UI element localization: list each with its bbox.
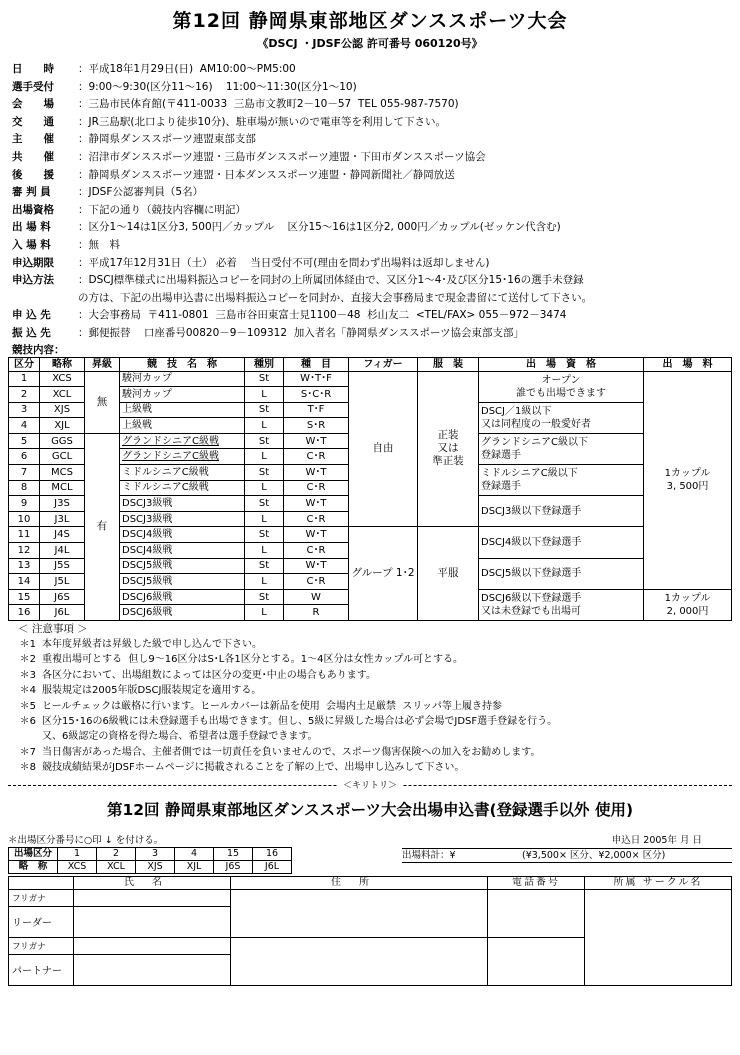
cell-no: 4 (9, 418, 40, 434)
abbr-cell: XJL (175, 860, 214, 873)
form-instruction: ＊出場区分番号に○印 ↓ を付ける。 (8, 834, 164, 846)
info-label: 申 込 先 (12, 309, 51, 322)
cell-name: DSCJ4級戦 (120, 527, 245, 543)
abbr-row (9, 860, 292, 873)
info-label: 申込方法 (12, 274, 54, 287)
info-value: ：下記の通り（競技内容欄に明記） (78, 203, 246, 216)
code-cell[interactable]: 4 (175, 847, 214, 860)
col-address-header: 住所 (231, 876, 488, 889)
info-row (12, 167, 732, 185)
abbr-cell: J6S (214, 860, 253, 873)
cell-kind: L (245, 387, 284, 403)
cut-label: ＜キリトリ＞ (337, 778, 403, 791)
note-mark: ＊4 (19, 685, 36, 697)
cell-abbr: J6S (40, 589, 85, 605)
col-header: 区分 (9, 357, 40, 371)
abbr-cell: XJS (136, 860, 175, 873)
info-label: 振 込 先 (12, 326, 51, 339)
note-text: 区分15･16の6級戦には未登録選手も出場できます。但し、5級に昇級した場合は必ず会場でJDSF選手登録を行う。 (42, 716, 558, 728)
info-value: ：三島市民体育館(〒411-0033 三島市文教町2－10－57 TEL 055-987-7570) (78, 98, 459, 111)
note-text: 重複出場可とする 但し9～16区分はS･L各1区分とする。1～4区分は女性カップル可とする。 (42, 654, 463, 666)
info-label: 共 催 (12, 150, 54, 163)
info-row (12, 61, 732, 79)
cell-dance: W･T (284, 527, 349, 543)
row-label: パートナー (9, 954, 74, 985)
cell-name: DSCJ3級戦 (120, 496, 245, 512)
qual-line: グランドシニアC級以下 (481, 436, 588, 448)
col-header: フィガー (349, 357, 418, 371)
cell-dance: C･R (284, 511, 349, 527)
cell-kind: L (245, 480, 284, 496)
info-value: ：静岡県ダンススポーツ連盟東部支部 (78, 133, 256, 146)
cell-abbr: J4S (40, 527, 85, 543)
note-continuation: 又、6級認定の資格を得た場合、希望者は選手登録できます。 (42, 731, 318, 743)
info-value: ：JDSF公認審判員（5名） (78, 186, 204, 199)
cell-abbr: XCS (40, 371, 85, 387)
cell-name: 駿河カップ (120, 387, 245, 403)
cell-dance: W･T (284, 433, 349, 449)
cell-abbr: MCL (40, 480, 85, 496)
info-row (12, 149, 732, 167)
info-value: ：無 料 (78, 238, 120, 251)
note-text: 各区分において、出場組数によっては区分の変更･中止の場合もあります。 (42, 669, 376, 681)
entry-row-furi-leader (9, 889, 732, 906)
cell-dance: C･R (284, 480, 349, 496)
col-header: 略称 (40, 357, 85, 371)
cell-abbr: XJL (40, 418, 85, 434)
cell-kind: St (245, 527, 284, 543)
row-label: フリガナ (9, 937, 74, 954)
cell-dance: W (284, 589, 349, 605)
abbr-cell: XCL (97, 860, 136, 873)
info-value: ：区分1～14は1区分3, 500円／カップル 区分15～16は1区分2, 000円／カップル(ゼッケン代含む) (78, 221, 561, 234)
fee-line[interactable] (402, 848, 732, 863)
col-header: 昇級 (85, 357, 120, 371)
fee-calc: (¥3,500× 区分、¥2,000× 区分) (522, 849, 666, 861)
cell-no: 2 (9, 387, 40, 403)
qual-line: 登録選手 (481, 481, 521, 493)
note-mark: ＊3 (19, 669, 36, 681)
row-label: リーダー (9, 906, 74, 937)
cell-no: 11 (9, 527, 40, 543)
note-item (8, 683, 732, 698)
notes-section (8, 622, 732, 776)
fee-line: 3, 500円 (666, 481, 709, 493)
col-header: 種別 (245, 357, 284, 371)
info-row (12, 96, 732, 114)
note-item (8, 745, 732, 760)
cell-abbr: MCS (40, 465, 85, 481)
cell-kind: St (245, 433, 284, 449)
info-row (12, 307, 732, 325)
note-text: 競技成績結果がJDSFホームページに掲載されることを了解の上で、出場申し込みして下さい。 (42, 762, 465, 774)
cell-dance: W･T (284, 558, 349, 574)
cell-kind: L (245, 511, 284, 527)
cell-no: 16 (9, 605, 40, 621)
info-row (12, 131, 732, 149)
info-label: 交 通 (12, 115, 54, 128)
cell-name: DSCJ4級戦 (120, 543, 245, 559)
cell-abbr: J3S (40, 496, 85, 512)
entry-corner (9, 876, 74, 889)
qual-line: DSCJ／1級以下 (481, 405, 552, 417)
partner-name-field[interactable] (74, 954, 231, 985)
leader-name-kana-field[interactable] (74, 889, 231, 906)
event-info (12, 61, 732, 357)
info-value: ：大会事務局 〒411-0801 三島市谷田東富士見1100－48 杉山友二 <TEL/FAX> 055－972－3474 (78, 309, 567, 322)
form-top-row (8, 834, 732, 847)
cell-abbr: J5S (40, 558, 85, 574)
cell-kind: L (245, 605, 284, 621)
table-header-row (9, 357, 732, 371)
cell-dance: C･R (284, 543, 349, 559)
partner-name-kana-field[interactable] (74, 937, 231, 954)
col-header: 出 場 料 (644, 357, 732, 371)
cell-qualification: DSCJ3級以下登録選手 (479, 496, 644, 527)
cut-line (8, 778, 732, 792)
qual-line: 誰でも出場できます (516, 387, 606, 399)
cell-name: グランドシニアC級戦 (120, 449, 245, 465)
abbr-head: 略 称 (9, 860, 58, 873)
cell-name: グランドシニアC級戦 (120, 433, 245, 449)
info-label: 会 場 (12, 98, 54, 111)
cell-dance: S･C･R (284, 387, 349, 403)
cell-abbr: XJS (40, 402, 85, 418)
note-item (8, 714, 732, 729)
cell-dance: W･T (284, 465, 349, 481)
cell-dance: C･R (284, 449, 349, 465)
note-item (8, 652, 732, 667)
code-cell[interactable]: 16 (253, 847, 292, 860)
cell-qualification (479, 402, 644, 433)
note-mark: ＊6 (19, 716, 36, 728)
attire-line: 正装 (437, 429, 459, 442)
form-title: 第12回 静岡県東部地区ダンススポーツ大会出場申込書(登録選手以外 使用) (106, 800, 634, 819)
note-mark: ＊5 (19, 700, 36, 712)
form-date: 申込日 2005年 月 日 (611, 834, 702, 846)
qual-line: オープン (541, 374, 581, 386)
entry-header-row (9, 876, 732, 889)
info-row (12, 237, 732, 255)
info-row (12, 114, 732, 132)
info-label: 入 場 料 (12, 238, 51, 251)
cell-kind: L (245, 418, 284, 434)
cell-dance: S･R (284, 418, 349, 434)
cell-no: 7 (9, 465, 40, 481)
cell-name: ミドルシニアC級戦 (120, 465, 245, 481)
cell-attire (418, 371, 479, 527)
cell-no: 15 (9, 589, 40, 605)
info-label: 出場資格 (12, 203, 54, 216)
col-name-header: 氏名 (74, 876, 231, 889)
cell-qualification: DSCJ5級以下登録選手 (479, 558, 644, 589)
cell-dance: T･F (284, 402, 349, 418)
note-text: 本年度昇級者は昇級した級で申し込んで下さい。 (42, 639, 262, 650)
info-row (12, 202, 732, 220)
cell-no: 10 (9, 511, 40, 527)
cell-abbr: J4L (40, 543, 85, 559)
cell-abbr: J5L (40, 574, 85, 590)
cell-abbr: GGS (40, 433, 85, 449)
note-mark: ＊7 (19, 746, 36, 758)
col-affil-header: 所属 サークル名 (585, 876, 732, 889)
cell-abbr: GCL (40, 449, 85, 465)
info-label: 日 時 (12, 63, 54, 75)
cell-dance: C･R (284, 574, 349, 590)
partner-phone-field[interactable] (488, 937, 585, 985)
cell-figure: 自由 (349, 371, 418, 527)
form-area (8, 847, 732, 874)
cell-figure: グループ 1･2 (349, 527, 418, 621)
cell-name: 上級戦 (120, 418, 245, 434)
info-row (12, 325, 732, 343)
info-value: ：DSCJ標準様式に出場料振込コピーを同封の上所属団体経由で、又区分1～4･及び区分15･16の選手未登録 (78, 274, 584, 287)
notes-header: ＜ 注意事項 ＞ (18, 623, 88, 635)
info-value: ：沼津市ダンススポーツ連盟・三島市ダンススポーツ連盟・下田市ダンススポーツ協会 (78, 150, 486, 163)
cell-fee (644, 589, 732, 620)
cell-promo: 有 (85, 433, 120, 620)
cell-no: 12 (9, 543, 40, 559)
note-text: ヒールチェックは厳格に行います。ヒールカバーは新品を使用 会場内土足厳禁 スリッパ等上履き持参 (42, 700, 503, 712)
fee-line: 1カップル (664, 592, 711, 604)
cell-no: 3 (9, 402, 40, 418)
contents-label: 競技内容： (12, 343, 65, 356)
affiliation-field[interactable] (585, 889, 732, 985)
cell-no: 6 (9, 449, 40, 465)
fee-line: 2, 000円 (666, 605, 709, 617)
note-item (8, 760, 732, 775)
info-value: ：平成18年1月29日(日) AM10:00～PM5:00 (78, 63, 296, 75)
info-continuation: の方は、下記の出場申込書に出場料振込コピーを同封か、直接大会事務局まで現金書留にて送付して下さい。 (78, 291, 593, 304)
qual-line: 登録選手 (481, 449, 521, 461)
cell-kind: St (245, 465, 284, 481)
info-value: ：9:00～9:30(区分11～16) 11:00～11:30(区分1～10) (78, 80, 357, 93)
info-value: ：JR三島駅(北口より徒歩10分)、駐車場が無いので電車等を利用して下さい。 (78, 115, 446, 128)
abbr-cell: J6L (253, 860, 292, 873)
table-row (9, 371, 732, 387)
code-cell[interactable]: 3 (136, 847, 175, 860)
col-phone-header: 電話番号 (488, 876, 585, 889)
info-label: 審 判 員 (12, 186, 51, 199)
cell-kind: St (245, 496, 284, 512)
code-cell[interactable]: 2 (97, 847, 136, 860)
cell-name: 上級戦 (120, 402, 245, 418)
info-label: 申込期限 (12, 256, 54, 269)
cell-kind: St (245, 371, 284, 387)
col-header: 服 装 (418, 357, 479, 371)
info-row (12, 79, 732, 97)
page-title: 第12回 静岡県東部地区ダンススポーツ大会 (172, 10, 568, 32)
document-page (8, 4, 732, 986)
col-header: 種 目 (284, 357, 349, 371)
qual-line: DSCJ6級以下登録選手 (481, 592, 582, 604)
code-head: 出場区分 (9, 847, 58, 860)
note-item (8, 637, 732, 652)
info-label: 出 場 料 (12, 221, 51, 234)
leader-name-field[interactable] (74, 906, 231, 937)
qual-line: ミドルシニアC級以下 (481, 468, 578, 480)
info-row (12, 184, 732, 202)
cell-kind: L (245, 543, 284, 559)
fee-line: 1カップル (664, 468, 711, 480)
cell-kind: St (245, 589, 284, 605)
cell-kind: St (245, 558, 284, 574)
cell-no: 1 (9, 371, 40, 387)
events-table (8, 357, 732, 622)
col-header: 出 場 資 格 (479, 357, 644, 371)
qual-line: 又は未登録でも出場可 (481, 605, 581, 617)
code-cell[interactable]: 1 (58, 847, 97, 860)
note-item (8, 668, 732, 683)
cell-qualification (479, 433, 644, 464)
code-row (9, 847, 292, 860)
row-label: フリガナ (9, 889, 74, 906)
leader-phone-field[interactable] (488, 889, 585, 937)
info-row (12, 272, 732, 290)
partner-address-field[interactable] (231, 937, 488, 985)
info-label: 後 援 (12, 168, 54, 181)
info-row (12, 219, 732, 237)
cell-name: 駿河カップ (120, 371, 245, 387)
cell-name: DSCJ6級戦 (120, 605, 245, 621)
cell-kind: L (245, 449, 284, 465)
cell-abbr: J6L (40, 605, 85, 621)
attire-line: 準正装 (432, 455, 464, 468)
note-mark: ＊8 (19, 762, 36, 774)
cell-no: 14 (9, 574, 40, 590)
cell-name: ミドルシニアC級戦 (120, 480, 245, 496)
cell-dance: W･T･F (284, 371, 349, 387)
cell-name: DSCJ6級戦 (120, 589, 245, 605)
cell-dance: W･T (284, 496, 349, 512)
cell-no: 8 (9, 480, 40, 496)
entry-table (8, 876, 732, 986)
cell-no: 5 (9, 433, 40, 449)
cell-qualification: DSCJ4級以下登録選手 (479, 527, 644, 558)
cell-abbr: XCL (40, 387, 85, 403)
leader-address-field[interactable] (231, 889, 488, 937)
cell-name: DSCJ3級戦 (120, 511, 245, 527)
cell-promo: 無 (85, 371, 120, 433)
info-value: ：郵便振替 口座番号00820－9－109312 加入者名「静岡県ダンススポーツ協会東部支部」 (78, 326, 525, 339)
info-label: 選手受付 (12, 80, 54, 93)
cell-name: DSCJ5級戦 (120, 574, 245, 590)
cell-attire: 平服 (418, 527, 479, 621)
cell-qualification (479, 465, 644, 496)
cell-abbr: J3L (40, 511, 85, 527)
qual-line: 又は同程度の一般愛好者 (481, 418, 591, 430)
cell-name: DSCJ5級戦 (120, 558, 245, 574)
division-code-table (8, 847, 292, 874)
cell-no: 13 (9, 558, 40, 574)
info-row (12, 255, 732, 273)
cell-qualification (479, 371, 644, 402)
info-value: ：静岡県ダンススポーツ連盟・日本ダンススポーツ連盟・静岡新聞社／静岡放送 (78, 168, 455, 181)
cell-qualification (479, 589, 644, 620)
note-mark: ＊2 (19, 654, 36, 666)
fee-total (402, 848, 732, 863)
info-value: ：平成17年12月31日（土） 必着 当日受付不可(理由を問わず出場料は返却しません) (78, 256, 490, 269)
note-item (8, 699, 732, 714)
fee-label: 出場料計：¥ (402, 849, 456, 861)
cell-no: 9 (9, 496, 40, 512)
cell-fee (644, 371, 732, 589)
cell-dance: R (284, 605, 349, 621)
code-cell[interactable]: 15 (214, 847, 253, 860)
info-label: 主 催 (12, 133, 54, 146)
col-header: 競 技 名 称 (120, 357, 245, 371)
cell-kind: L (245, 574, 284, 590)
attire-line: 又は (437, 442, 459, 455)
page-subtitle: 《DSCJ ・JDSF公認 許可番号 060120号》 (257, 37, 483, 50)
cell-kind: St (245, 402, 284, 418)
abbr-cell: XCS (58, 860, 97, 873)
note-text: 当日傷害があった場合、主催者側では一切責任を負いませんので、スポーツ傷害保険への加入をお勧めします。 (42, 746, 541, 758)
note-mark: ＊1 (19, 639, 36, 650)
note-text: 服装規定は2005年版DSCJ服装規定を適用する。 (42, 685, 262, 697)
